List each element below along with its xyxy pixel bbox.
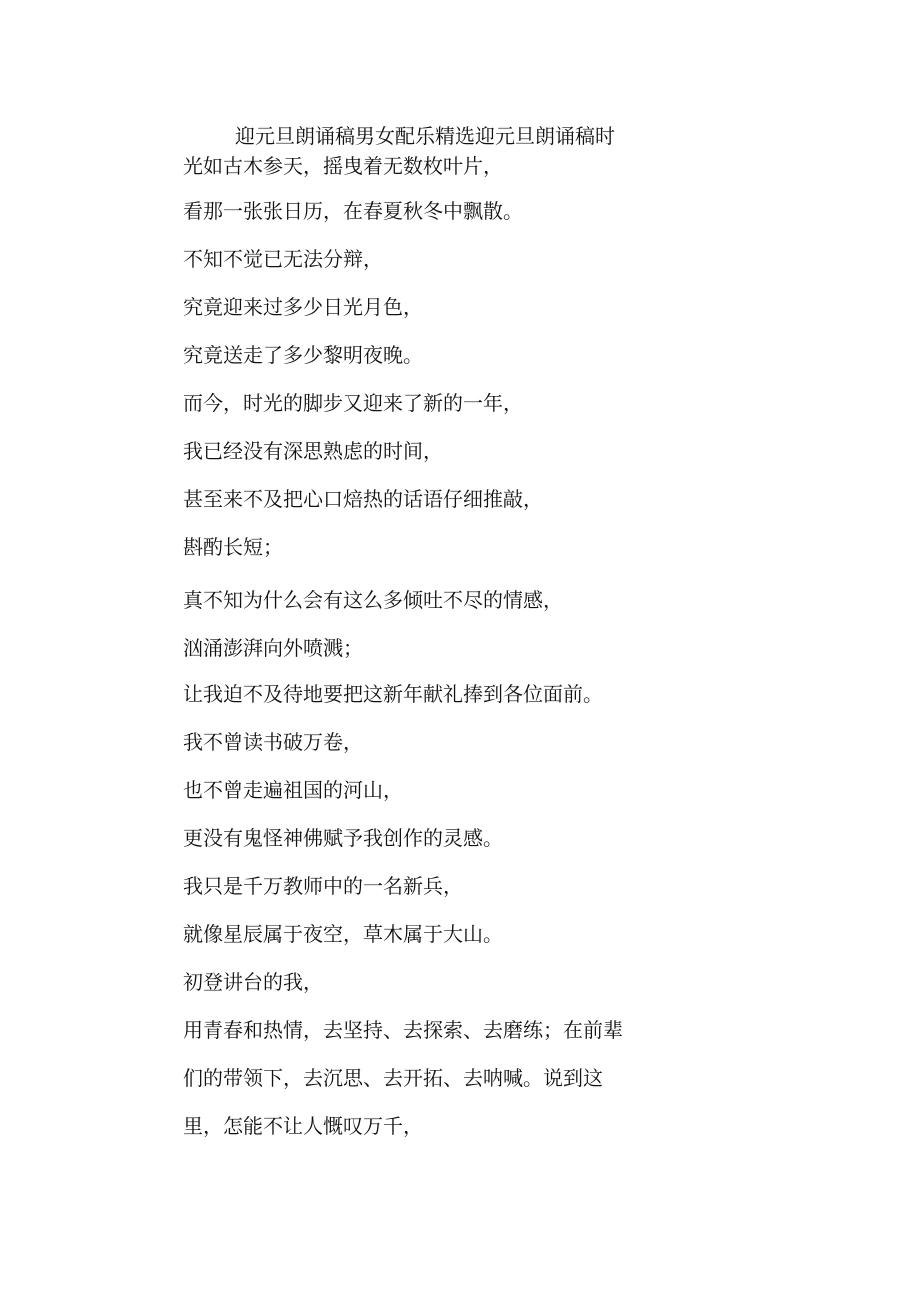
poem-line: 真不知为什么会有这么多倾吐不尽的情感，	[183, 588, 563, 612]
poem-line: 初登讲台的我，	[183, 970, 323, 994]
poem-line: 斟酌长短；	[183, 535, 283, 559]
document-heading	[183, 121, 703, 181]
poem-line: 更没有鬼怪神佛赋予我创作的灵感。	[183, 826, 503, 850]
poem-line: 也不曾走遍祖国的河山，	[183, 778, 403, 802]
heading-line-1: 迎元旦朗诵稿男女配乐精选迎元旦朗诵稿时	[235, 124, 615, 148]
poem-line: 看那一张张日历，在春夏秋冬中飘散。	[183, 199, 523, 223]
heading-line-2: 光如古木参天，摇曳着无数枚叶片，	[183, 154, 503, 178]
poem-line: 甚至来不及把心口焙热的话语仔细推敲，	[183, 487, 543, 511]
poem-line: 让我迫不及待地要把这新年献礼捧到各位面前。	[183, 682, 603, 706]
poem-line: 里，怎能不让人慨叹万千，	[183, 1114, 423, 1138]
poem-line: 用青春和热情，去坚持、去探索、去磨练；在前辈	[183, 1018, 623, 1042]
poem-line: 们的带领下，去沉思、去开拓、去呐喊。说到这	[183, 1066, 603, 1090]
poem-line: 究竟送走了多少黎明夜晚。	[183, 343, 423, 367]
poem-line: 就像星辰属于夜空，草木属于大山。	[183, 922, 503, 946]
poem-line: 我已经没有深思熟虑的时间，	[183, 439, 443, 463]
poem-line: 汹涌澎湃向外喷溅；	[183, 636, 363, 660]
poem-line: 而今，时光的脚步又迎来了新的一年，	[183, 391, 523, 415]
poem-line: 究竟迎来过多少日光月色，	[183, 295, 423, 319]
poem-line: 我不曾读书破万卷，	[183, 730, 363, 754]
poem-line: 不知不觉已无法分辩，	[183, 247, 383, 271]
poem-line: 我只是千万教师中的一名新兵，	[183, 874, 463, 898]
